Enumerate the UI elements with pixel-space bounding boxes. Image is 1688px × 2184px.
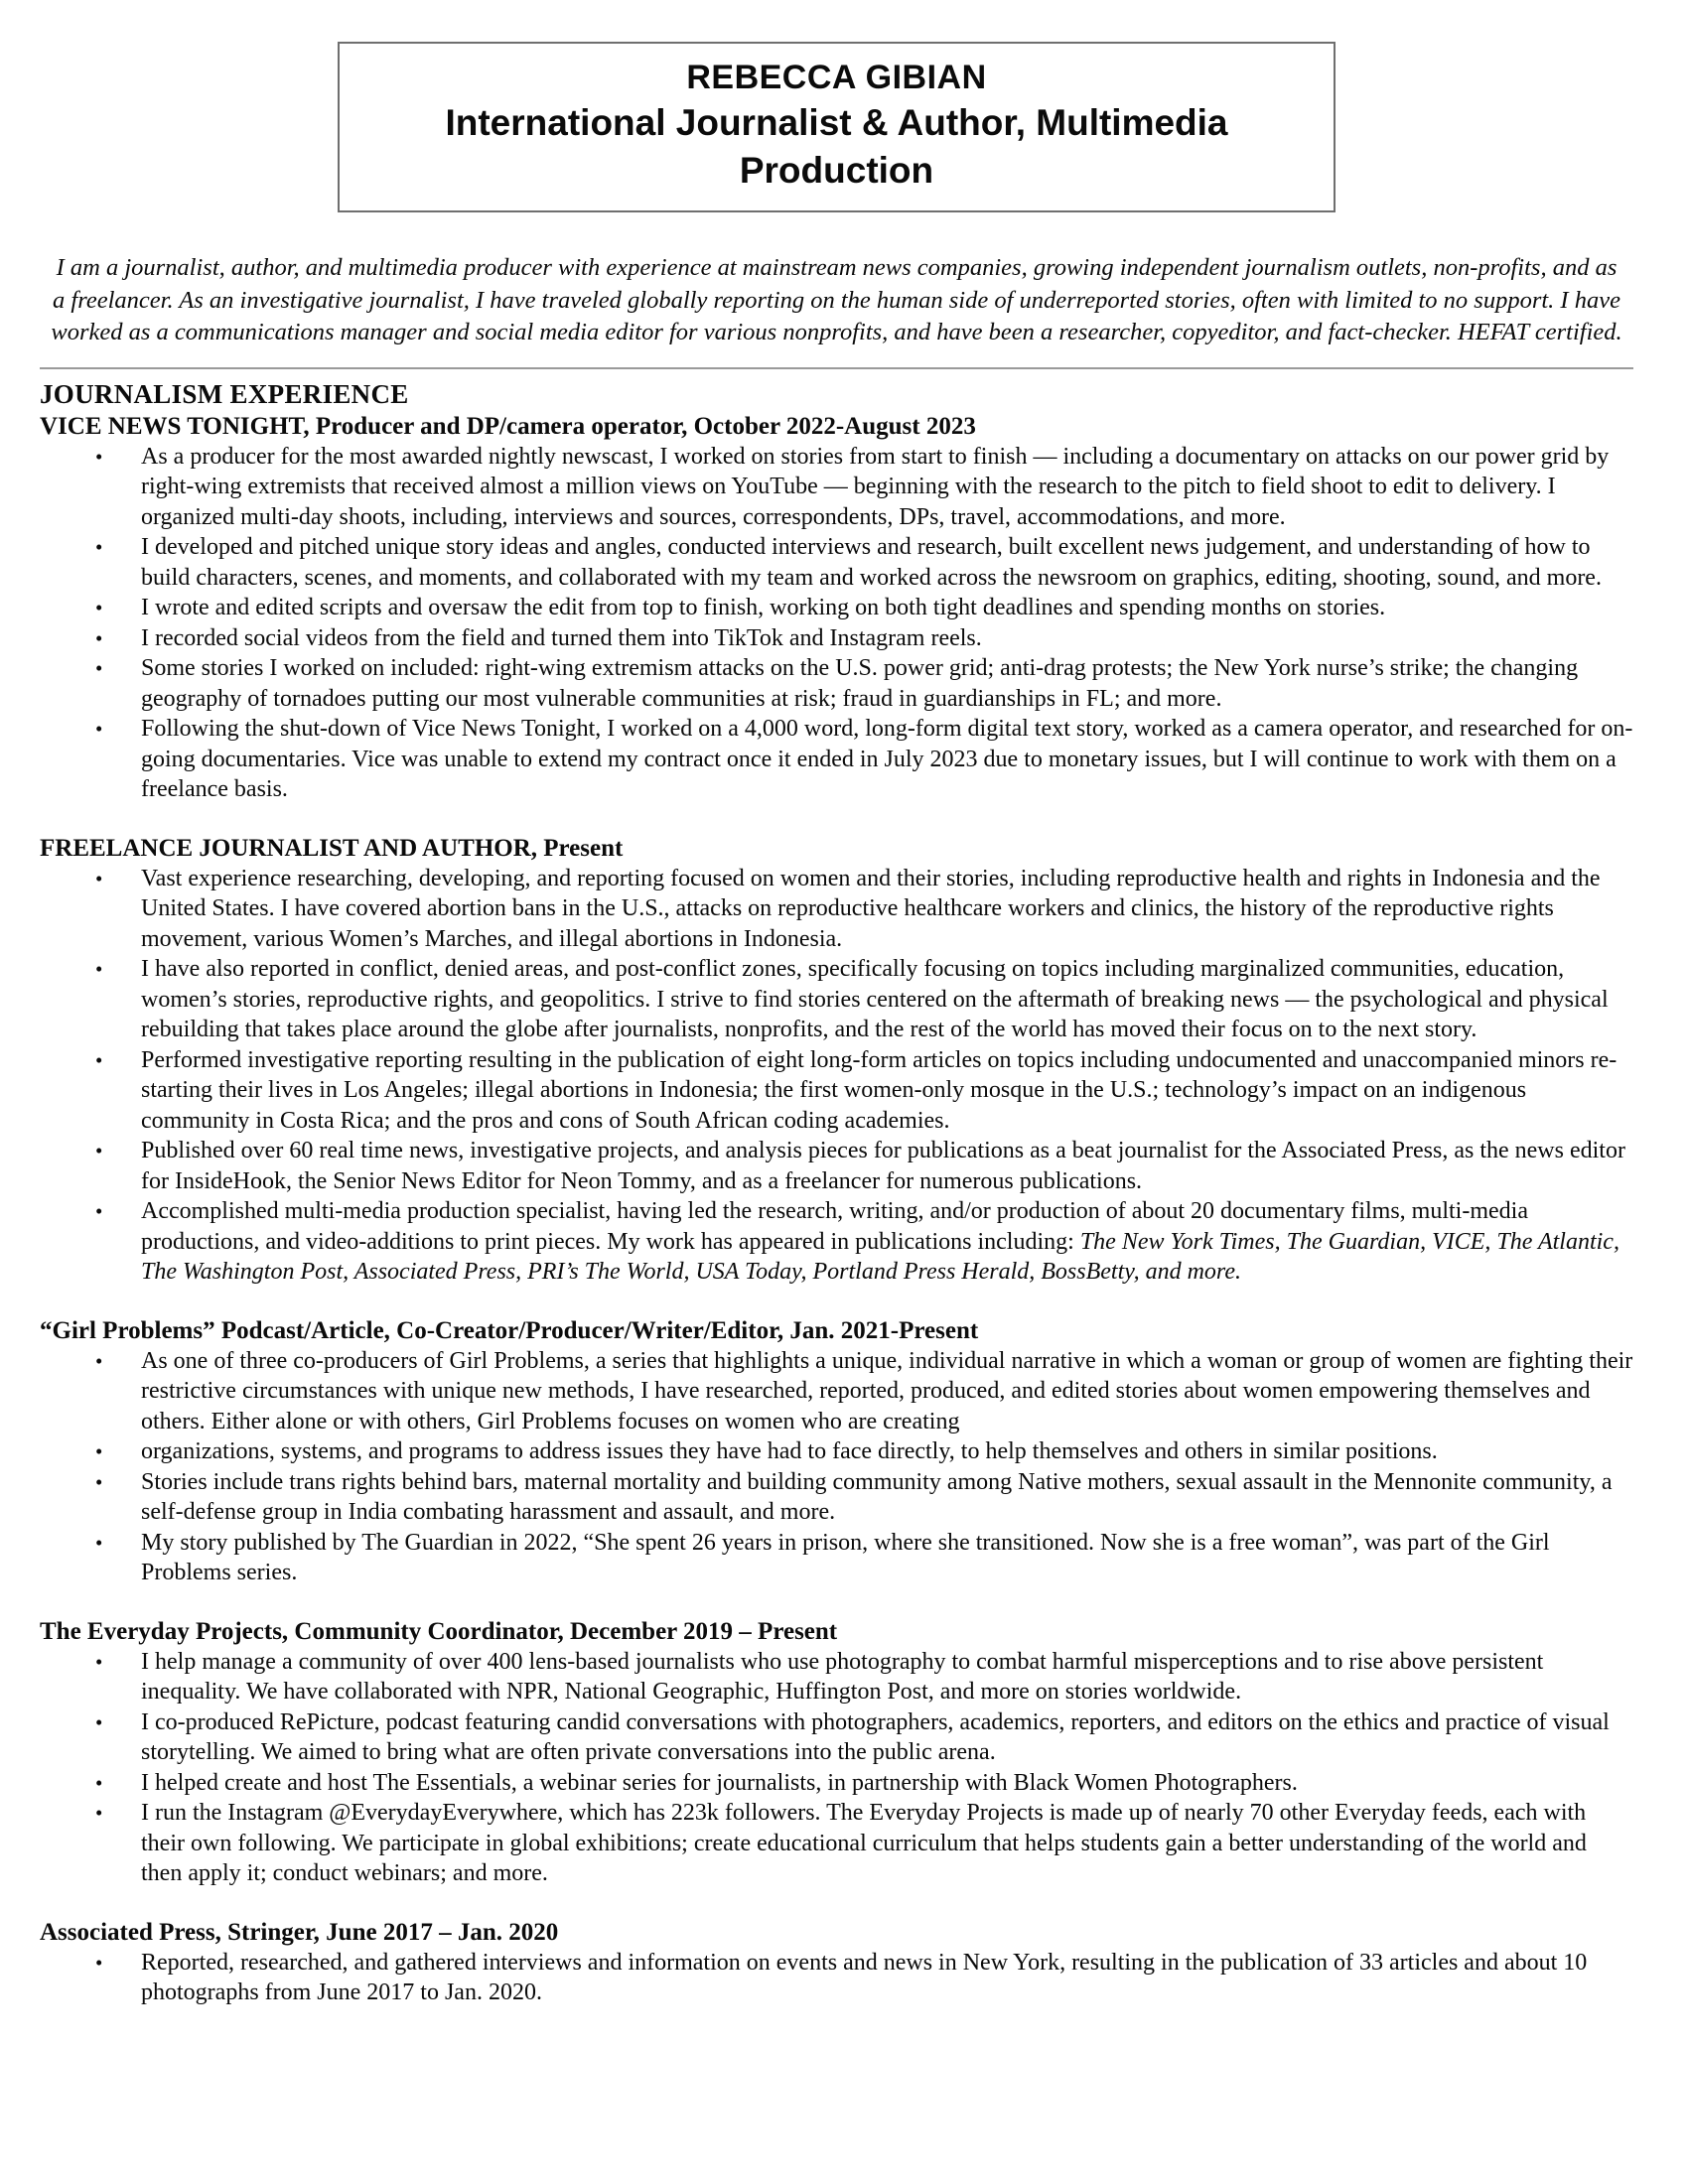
bullet-marker: •: [95, 866, 103, 890]
bullet-item: [89, 1045, 1633, 1137]
bullet-marker: •: [95, 1047, 103, 1072]
bullet-text-main: I wrote and edited scripts and oversaw the edit from top to finish, working on both tight deadlines and spending months on stories.: [141, 595, 1386, 620]
bullet-text-main: I recorded social videos from the field and turned them into TikTok and Instagram reels.: [141, 624, 982, 651]
bullet-text: [141, 653, 1633, 714]
bullet-text-main: Vast experience researching, developing, and reporting focused on women and their stories, including reproductive health and rights in Indonesia and the United States. I have covered abortion bans in the U.S., attacks on reproductive healthcare workers and clinics, the history of the reproductive rights movement, various Women’s Marches, and illegal abortions in Indonesia.: [141, 865, 1601, 952]
bullet-item: [89, 714, 1633, 805]
bullet-text: [141, 1045, 1633, 1137]
bullet-text: [141, 1768, 1633, 1799]
bullet-text: [141, 442, 1633, 533]
bullet-list: [89, 864, 1633, 1288]
job-entry: [40, 833, 1633, 1288]
job-title: The Everyday Projects, Community Coordinator, December 2019 – Present: [40, 1617, 838, 1645]
bullet-text-main: I developed and pitched unique story ideas and angles, conducted interviews and research, built excellent news judgement, and understanding of how to build characters, scenes, and moments, and collaborated with my team and worked across the newsroom on graphics, editing, shooting, sound, and more.: [141, 534, 1602, 591]
bullet-text: [141, 1647, 1633, 1707]
bullet-text: [141, 1798, 1633, 1889]
bullet-text: [141, 623, 1633, 654]
bullet-text: [141, 1528, 1633, 1588]
bullet-text: [141, 1136, 1633, 1196]
bullet-text-italic: The New York Times, The Guardian, VICE, The Atlantic, The Washington Post, Associated Press, PRI’s The World, USA Today, Portland Press Herald, BossBetty, and more.: [141, 1228, 1619, 1285]
bullet-text: [141, 1436, 1633, 1467]
bullet-item: [89, 1707, 1633, 1768]
bullet-item: [89, 1436, 1633, 1467]
bullet-marker: •: [95, 625, 103, 650]
jobs: [40, 411, 1633, 2008]
job-entry: [40, 1616, 1633, 1889]
job-title: FREELANCE JOURNALIST AND AUTHOR, Present: [40, 834, 624, 862]
bullet-marker: •: [95, 656, 103, 680]
bullet-marker: •: [95, 1649, 103, 1674]
bullet-marker: •: [95, 1348, 103, 1373]
bullet-list: [89, 1948, 1633, 2008]
bullet-item: [89, 593, 1633, 623]
sections: [40, 377, 1633, 2008]
bullet-text-main: I helped create and host The Essentials, a webinar series for journalists, in partnership with Black Women Photographers.: [141, 1769, 1298, 1796]
bullet-marker: •: [95, 1439, 103, 1463]
bullet-marker: •: [95, 535, 103, 559]
bullet-item: [89, 442, 1633, 533]
section-divider: [40, 367, 1633, 369]
bullet-list: [89, 442, 1633, 805]
bullet-text-main: I run the Instagram @EverydayEverywhere, which has 223k followers. The Everyday Projects is made up of nearly 70 other Everyday feeds, each with their own following. We participate in global exhibitions; create educational curriculum that helps students gain a better understanding of the world and then apply it; conduct webinars; and more.: [141, 1800, 1587, 1886]
bullet-list: [89, 1346, 1633, 1588]
bullet-marker: •: [95, 1801, 103, 1825]
bullet-text-main: Published over 60 real time news, investigative projects, and analysis pieces for publications as a beat journalist for the Associated Press, as the news editor for InsideHook, the Senior News Editor for Neon Tommy, and as a freelancer for numerous publications.: [141, 1138, 1625, 1194]
bullet-item: [89, 1798, 1633, 1889]
bullet-item: [89, 864, 1633, 955]
bullet-marker: •: [95, 1199, 103, 1223]
bullet-marker: •: [95, 1469, 103, 1494]
bullet-text: [141, 714, 1633, 805]
header-box: [338, 42, 1336, 212]
job-title: “Girl Problems” Podcast/Article, Co-Creator/Producer/Writer/Editor, Jan. 2021-Present: [40, 1316, 979, 1344]
bullet-text-main: I have also reported in conflict, denied areas, and post-conflict zones, specifically focusing on topics including marginalized communities, education, women’s stories, reproductive rights, and geopolitics. I strive to find stories centered on the aftermath of breaking news — the psychological and physical rebuilding that takes place around the globe after journalists, nonprofits, and the rest of the world has moved their focus on to the next story.: [141, 956, 1609, 1042]
bullet-text-main: Accomplished multi-media production specialist, having led the research, writing, and/or production of about 20 documentary films, multi-media productions, and video-additions to print pieces. My work has appeared in publications including:: [141, 1198, 1528, 1255]
bullet-marker: •: [95, 444, 103, 469]
bullet-item: [89, 623, 1633, 654]
bullet-marker: •: [95, 1709, 103, 1734]
bullet-item: [89, 1346, 1633, 1437]
bullet-text: [141, 1707, 1633, 1768]
bullet-text: [141, 1196, 1633, 1288]
bullet-marker: •: [95, 1770, 103, 1795]
bullet-item: [89, 532, 1633, 593]
bullet-marker: •: [95, 1139, 103, 1162]
bullet-item: [89, 1136, 1633, 1196]
bullet-marker: •: [95, 717, 103, 741]
job-entry: [40, 411, 1633, 805]
job-entry: [40, 1917, 1633, 2008]
bullet-item: [89, 1647, 1633, 1707]
bullet-text: [141, 1948, 1633, 2008]
resume-section: [40, 377, 1633, 2008]
bullet-text: [141, 1467, 1633, 1528]
bullet-text-main: As a producer for the most awarded nightly newscast, I worked on stories from start to finish — including a documentary on attacks on our power grid by right-wing extremists that received almost a million views on YouTube — beginning with the research to the pitch to field shoot to edit to delivery. I organized multi-day shoots, including, interviews and sources, correspondents, DPs, travel, accommodations, and more.: [141, 443, 1610, 530]
summary-paragraph: I am a journalist, author, and multimedia producer with experience at mainstream news companies, growing independent journalism outlets, non-profits, and as a freelancer. As an investigative journalist, I have traveled globally reporting on the human side of underreported stories, often with limited to no support. I have worked as a communications manager and social media editor for various nonprofits, and have been a researcher, copyeditor, and fact-checker. HEFAT certified.: [51, 254, 1622, 345]
job-title: Associated Press, Stringer, June 2017 – Jan. 2020: [40, 1918, 559, 1946]
bullet-text-main: I co-produced RePicture, podcast featuring candid conversations with photographers, academics, reporters, and editors on the ethics and practice of visual storytelling. We aimed to bring what are often private conversations into the public arena.: [141, 1708, 1610, 1765]
bullet-text-main: Performed investigative reporting resulting in the publication of eight long-form articles on topics including undocumented and unaccompanied minors re-starting their lives in Los Angeles; illegal abortions in Indonesia; the first women-only mosque in the U.S.; technology’s impact on an indigenous community in Costa Rica; and the pros and cons of South African coding academies.: [141, 1046, 1618, 1134]
bullet-marker: •: [95, 596, 103, 619]
bullet-item: [89, 653, 1633, 714]
bullet-text: [141, 532, 1633, 593]
person-title: International Journalist & Author, Multimedia Production: [445, 102, 1228, 191]
bullet-item: [89, 1528, 1633, 1588]
bullet-text: [141, 1346, 1633, 1437]
bullet-text-main: Following the shut-down of Vice News Tonight, I worked on a 4,000 word, long-form digital text story, worked as a camera operator, and researched for on-going documentaries. Vice was unable to extend my contract once it ended in July 2023 due to monetary issues, but I will continue to work with them on a freelance basis.: [141, 716, 1633, 802]
job-entry: [40, 1315, 1633, 1588]
job-title: VICE NEWS TONIGHT, Producer and DP/camera operator, October 2022-August 2023: [40, 412, 976, 440]
bullet-item: [89, 1948, 1633, 2008]
bullet-text: [141, 954, 1633, 1045]
person-name: REBECCA GIBIAN: [686, 59, 987, 96]
bullet-text-main: Stories include trans rights behind bars, maternal mortality and building community among Native mothers, sexual assault in the Mennonite community, a self-defense group in India combating harassment and assault, and more.: [141, 1468, 1613, 1525]
bullet-marker: •: [95, 957, 103, 981]
bullet-text: [141, 593, 1633, 623]
bullet-text-main: Some stories I worked on included: right-wing extremism attacks on the U.S. power grid; anti-drag protests; the New York nurse’s strike; the changing geography of tornadoes putting our most vulnerable communities at risk; fraud in guardianships in FL; and more.: [141, 655, 1579, 712]
bullet-text-main: As one of three co-producers of Girl Problems, a series that highlights a unique, individual narrative in which a woman or group of women are fighting their restrictive circumstances with unique new methods, I have researched, reported, produced, and edited stories about women empowering themselves and others. Either alone or with others, Girl Problems focuses on women who are creating: [141, 1347, 1633, 1434]
bullet-text-main: My story published by The Guardian in 2022, “She spent 26 years in prison, where she transitioned. Now she is a free woman”, was part of the Girl Problems series.: [141, 1529, 1550, 1585]
bullet-item: [89, 1196, 1633, 1288]
bullet-marker: •: [95, 1530, 103, 1555]
bullet-marker: •: [95, 1950, 103, 1975]
bullet-item: [89, 1467, 1633, 1528]
bullet-text-main: Reported, researched, and gathered interviews and information on events and news in New York, resulting in the publication of 33 articles and about 10 photographs from June 2017 to Jan. 2020.: [141, 1949, 1588, 2005]
bullet-item: [89, 954, 1633, 1045]
section-heading: JOURNALISM EXPERIENCE: [40, 378, 409, 409]
bullet-list: [89, 1647, 1633, 1889]
bullet-item: [89, 1768, 1633, 1799]
bullet-text-main: I help manage a community of over 400 lens-based journalists who use photography to combat harmful misperceptions and to rise above persistent inequality. We have collaborated with NPR, National Geographic, Huffington Post, and more on stories worldwide.: [141, 1648, 1544, 1705]
bullet-text: [141, 864, 1633, 955]
bullet-text-main: organizations, systems, and programs to address issues they have had to face directly, to help themselves and others in similar positions.: [141, 1438, 1438, 1464]
